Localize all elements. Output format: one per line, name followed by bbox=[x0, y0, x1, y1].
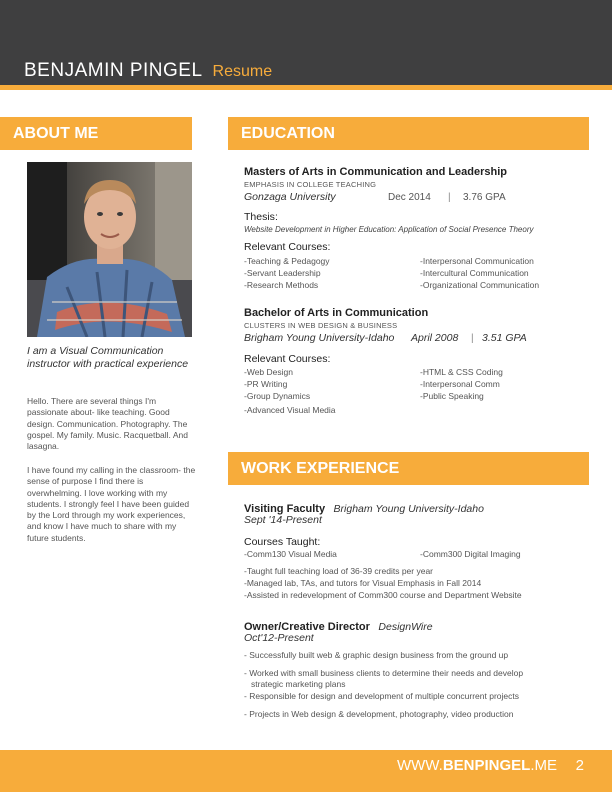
thesis-colon: : bbox=[274, 211, 278, 223]
about-paragraph-1: Hello. There are several things I'm passionate about- like teaching. Good design. Communication. Photography. The gospel. My family. Music. Racquetball. And lasagna. bbox=[27, 396, 188, 452]
job2-bullet: - Projects in Web design & development, photography, video production bbox=[244, 709, 514, 719]
masters-course-right: -Interpersonal Communication bbox=[420, 256, 534, 266]
profile-photo bbox=[27, 162, 192, 337]
masters-gpa: 3.76 GPA bbox=[463, 192, 506, 203]
masters-course-right: -Intercultural Communication bbox=[420, 268, 529, 278]
job1-bullet: -Assisted in redevelopment of Comm300 course and Department Website bbox=[244, 590, 522, 600]
job2-bullet: - Successfully built web & graphic design business from the ground up bbox=[244, 650, 509, 660]
education-heading: EDUCATION bbox=[228, 117, 589, 150]
header-accent-line bbox=[0, 85, 612, 90]
bachelors-course-left: -Group Dynamics bbox=[244, 391, 311, 401]
job1-bullet: -Managed lab, TAs, and tutors for Visual Emphasis in Fall 2014 bbox=[244, 578, 482, 588]
bachelors-gpa: 3.51 GPA bbox=[482, 332, 527, 344]
bachelors-courses-label: Relevant Courses: bbox=[244, 353, 331, 365]
about-paragraph-2: I have found my calling in the classroom- the sense of purpose I find there is overwhelming. I love working with my students. I strongly feel I have been guided by the Lord through my work experiences, and know I have much to share with my future students. bbox=[27, 465, 196, 543]
website-suffix: .ME bbox=[530, 757, 557, 774]
website-main: BENPINGEL bbox=[442, 757, 531, 774]
masters-emphasis: EMPHASIS IN COLLEGE TEACHING bbox=[244, 180, 377, 189]
job2-dates: Oct'12-Present bbox=[244, 632, 314, 644]
job1-org: Brigham Young University-Idaho bbox=[333, 503, 484, 515]
job2-bullet: - Worked with small business clients to determine their needs and develop bbox=[244, 668, 524, 678]
masters-courses-label: Relevant Courses: bbox=[244, 241, 331, 253]
work-heading: WORK EXPERIENCE bbox=[228, 452, 589, 485]
masters-date: Dec 2014 bbox=[388, 192, 431, 203]
masters-course-right: -Organizational Communication bbox=[420, 280, 540, 290]
job1-bullet: -Taught full teaching load of 36-39 credits per year bbox=[244, 566, 434, 576]
thesis-title: Website Development in Higher Education: Application of Social Presence Theory bbox=[244, 225, 534, 234]
page-number: 2 bbox=[575, 757, 584, 774]
bachelors-course-left: -PR Writing bbox=[244, 379, 288, 389]
bachelors-course-right: -Public Speaking bbox=[420, 391, 484, 401]
bachelors-date: April 2008 bbox=[411, 332, 459, 344]
masters-title: Masters of Arts in Communication and Leadership bbox=[244, 166, 508, 178]
bachelors-school: Brigham Young University-Idaho bbox=[244, 332, 395, 344]
job1-courses-label: Courses Taught: bbox=[244, 536, 321, 548]
bachelors-course-left: -Web Design bbox=[244, 367, 293, 377]
thesis-heading bbox=[244, 211, 278, 223]
masters-course-left: -Research Methods bbox=[244, 280, 319, 290]
bachelors-emphasis: CLUSTERS IN WEB DESIGN & BUSINESS bbox=[244, 321, 398, 330]
masters-course-left: -Servant Leadership bbox=[244, 268, 321, 278]
about-intro: I am a Visual Communication instructor with practical experience bbox=[27, 345, 189, 370]
job2-bullet: - Responsible for design and development of multiple concurrent projects bbox=[244, 691, 519, 701]
bachelors-title: Bachelor of Arts in Communication bbox=[244, 307, 429, 319]
job1-course-right: -Comm300 Digital Imaging bbox=[420, 549, 521, 559]
job1-title: Visiting Faculty bbox=[244, 503, 326, 515]
bachelors-separator: | bbox=[471, 333, 474, 344]
thesis-label: Thesis bbox=[244, 211, 275, 223]
masters-school: Gonzaga University bbox=[244, 191, 336, 203]
bachelors-course-left: -Advanced Visual Media bbox=[244, 405, 336, 415]
about-heading: ABOUT ME bbox=[0, 117, 192, 150]
website-prefix: WWW. bbox=[396, 757, 443, 774]
website-link[interactable] bbox=[397, 757, 557, 774]
masters-separator: | bbox=[448, 192, 451, 203]
job2-title: Owner/Creative Director bbox=[244, 621, 370, 633]
masters-course-left: -Teaching & Pedagogy bbox=[244, 256, 330, 266]
job1-dates: Sept '14-Present bbox=[244, 514, 322, 526]
job2-bullet-continued: strategic marketing plans bbox=[251, 679, 346, 689]
job1-course-left: -Comm130 Visual Media bbox=[244, 549, 337, 559]
header-title bbox=[24, 60, 272, 82]
resume-subtitle: Resume bbox=[212, 63, 273, 80]
bachelors-course-right: -HTML & CSS Coding bbox=[420, 367, 503, 377]
job2-org: DesignWire bbox=[378, 621, 433, 633]
bachelors-course-right: -Interpersonal Comm bbox=[420, 379, 500, 389]
resume-name: BENJAMIN PINGEL bbox=[24, 60, 203, 81]
